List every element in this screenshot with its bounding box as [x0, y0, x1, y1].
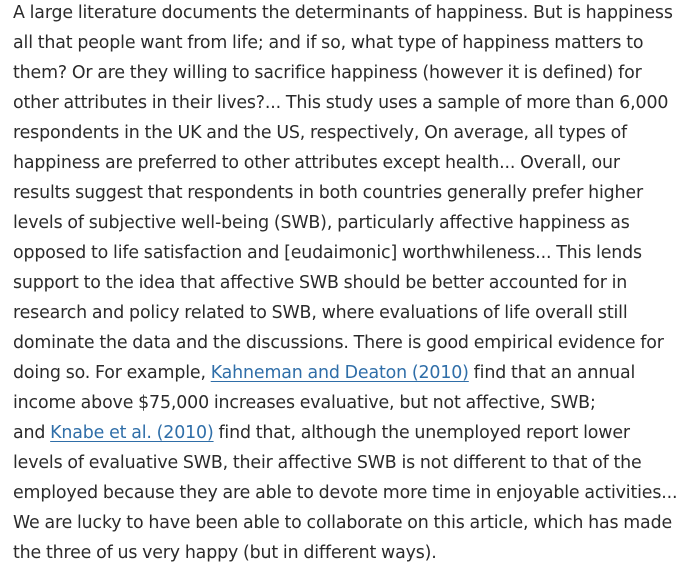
- text-line: opposed to life satisfaction and [eudaimonic] worthwhileness... This lends: [13, 243, 642, 263]
- text-line: them? Or are they willing to sacrifice happiness (however it is defined) for: [13, 63, 642, 83]
- text-line: happiness are preferred to other attributes except health... Overall, our: [13, 153, 620, 173]
- citation-link-knabe[interactable]: Knabe et al. (2010): [50, 423, 214, 443]
- citation-link-kahneman-deaton[interactable]: Kahneman and Deaton (2010): [210, 363, 469, 383]
- text-line: levels of evaluative SWB, their affective SWB is not different to that of the: [13, 453, 642, 473]
- text-segment: doing so. For example,: [13, 363, 211, 383]
- text-line: employed because they are able to devote more time in enjoyable activities...: [13, 483, 678, 503]
- text-line: results suggest that respondents in both countries generally prefer higher: [13, 183, 643, 203]
- text-line: A large literature documents the determinants of happiness. But is happiness: [13, 3, 673, 23]
- text-line: dominate the data and the discussions. There is good empirical evidence for: [13, 333, 664, 353]
- text-line: all that people want from life; and if so, what type of happiness matters to: [13, 33, 644, 53]
- text-line: respondents in the UK and the US, respectively, On average, all types of: [13, 123, 628, 143]
- text-line: We are lucky to have been able to collaborate on this article, which has made: [13, 513, 673, 533]
- text-line: income above $75,000 increases evaluative, but not affective, SWB;: [13, 393, 596, 413]
- text-segment: find that an annual: [468, 363, 636, 383]
- text-line: levels of subjective well-being (SWB), particularly affective happiness as: [13, 213, 630, 233]
- text-line: support to the idea that affective SWB should be better accounted for in: [13, 273, 628, 293]
- text-line: the three of us very happy (but in different ways).: [13, 543, 437, 563]
- text-line: research and policy related to SWB, where evaluations of life overall still: [13, 303, 628, 323]
- text-line-with-link: [13, 358, 689, 388]
- quote-paragraph: [13, 0, 689, 570]
- text-line: other attributes in their lives?... This study uses a sample of more than 6,000: [13, 93, 669, 113]
- text-segment: and: [13, 423, 51, 443]
- text-segment: find that, although the unemployed report lower: [213, 423, 630, 443]
- text-line-with-link: [13, 418, 689, 448]
